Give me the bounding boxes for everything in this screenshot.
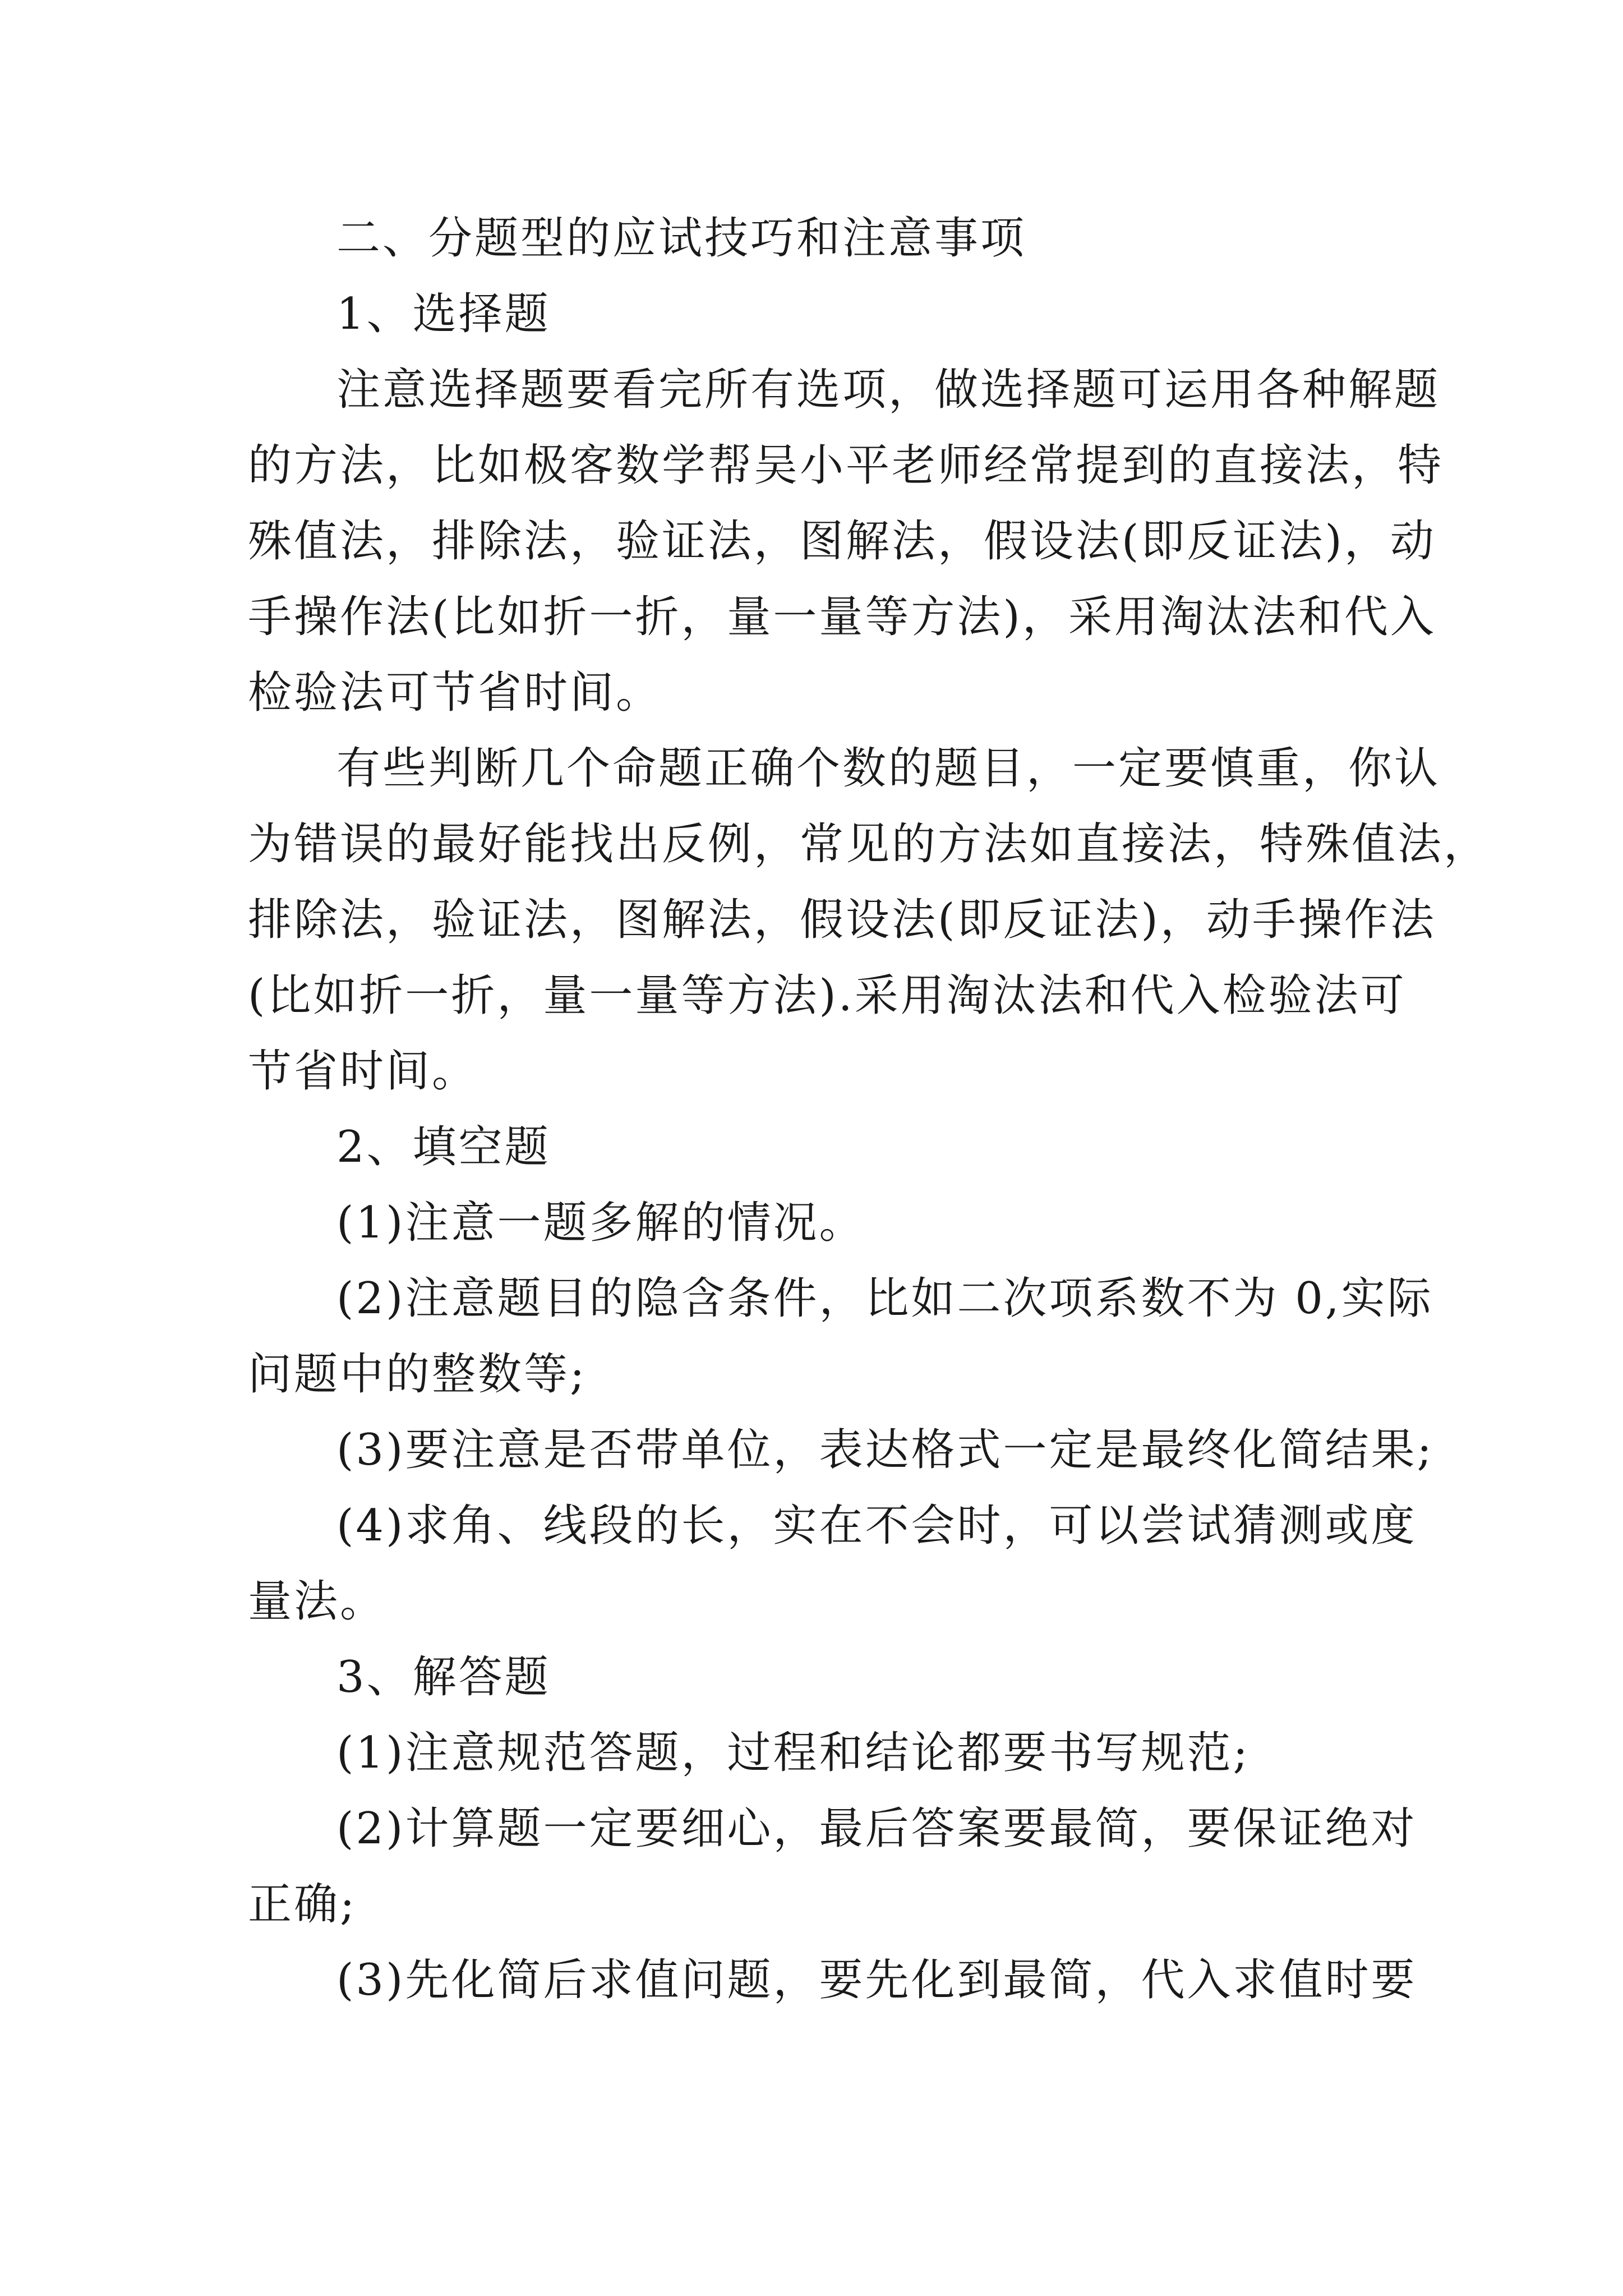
paragraph-line: 的方法，比如极客数学帮吴小平老师经常提到的直接法，特 [248, 440, 1444, 491]
list-item: (3)先化简后求值问题，要先化到最简，代入求值时要 [336, 1955, 1417, 2005]
list-item: (3)要注意是否带单位，表达格式一定是最终化简结果; [336, 1425, 1434, 1475]
list-item: (2)注意题目的隐含条件，比如二次项系数不为 0,实际 [336, 1273, 1433, 1324]
subsection-heading-fill: 2、填空题 [336, 1122, 551, 1172]
list-item: (4)求角、线段的长，实在不会时，可以尝试猜测或度 [336, 1501, 1417, 1551]
list-item-continuation: 量法。 [248, 1576, 386, 1627]
paragraph-line: 手操作法(比如折一折，量一量等方法)，采用淘汰法和代入 [248, 592, 1436, 642]
list-item: (1)注意规范答题，过程和结论都要书写规范; [336, 1728, 1250, 1778]
document-body [248, 201, 1490, 2018]
paragraph-line: 节省时间。 [248, 1046, 478, 1097]
paragraph-line: 有些判断几个命题正确个数的题目，一定要慎重，你认 [336, 743, 1441, 794]
paragraph-line: 为错误的最好能找出反例，常见的方法如直接法，特殊值法， [248, 819, 1490, 869]
paragraph-line: 检验法可节省时间。 [248, 668, 662, 718]
paragraph-line: 注意选择题要看完所有选项，做选择题可运用各种解题 [336, 365, 1441, 415]
paragraph-line: 殊值法，排除法，验证法，图解法，假设法(即反证法)，动 [248, 516, 1436, 567]
list-item-continuation: 问题中的整数等; [248, 1349, 587, 1400]
subsection-heading-answer: 3、解答题 [336, 1652, 551, 1703]
list-item: (1)注意一题多解的情况。 [336, 1198, 865, 1248]
paragraph-line: 排除法，验证法，图解法，假设法(即反证法)，动手操作法 [248, 895, 1436, 945]
list-item-continuation: 正确; [248, 1879, 357, 1930]
list-item: (2)计算题一定要细心，最后答案要最简，要保证绝对 [336, 1803, 1417, 1854]
paragraph-line: (比如折一折，量一量等方法).采用淘汰法和代入检验法可 [248, 970, 1407, 1021]
subsection-heading-choice: 1、选择题 [336, 289, 551, 339]
section-heading: 二、分题型的应试技巧和注意事项 [336, 213, 1027, 264]
